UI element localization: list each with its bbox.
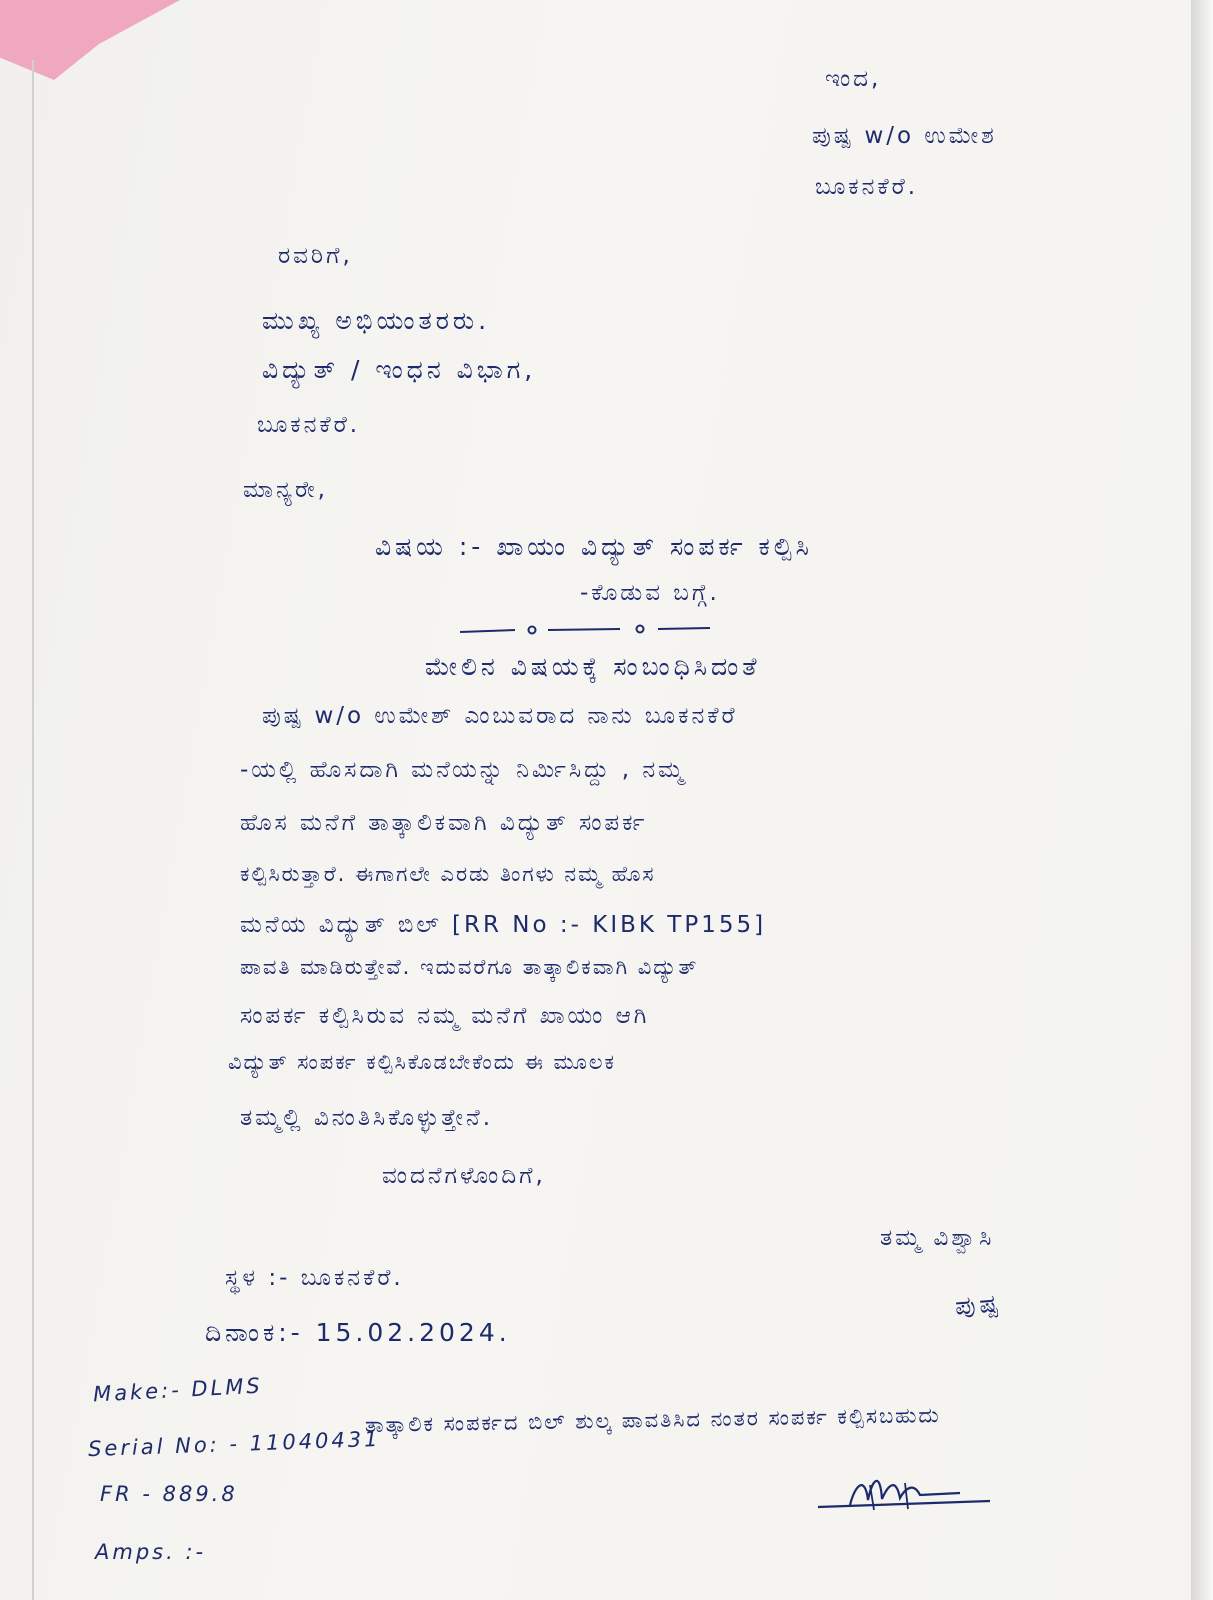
signoff-label: ತಮ್ಮ ವಿಶ್ವಾಸಿ: [880, 1225, 995, 1251]
from-label: ಇಂದ,: [825, 66, 882, 92]
official-remark: ತಾತ್ಕಾಲಿಕ ಸಂಪರ್ಕದ ಬಿಲ್ ಶುಲ್ಕ ಪಾವತಿಸಿದ ನಂತರ ಸಂಪರ್ಕ ಕಲ್ಪಿಸಬಹುದು: [364, 1402, 941, 1438]
body-line: ಮನೆಯ ವಿದ್ಯುತ್ ಬಿಲ್ [RR No :- KIBK TP155]: [240, 912, 767, 938]
body-line: ತಮ್ಮಲ್ಲಿ ವಿನಂತಿಸಿಕೊಳ್ಳುತ್ತೇನೆ.: [240, 1105, 494, 1131]
place-line: ಸ್ಥಳ :- ಬೂಕನಕೆರೆ.: [225, 1265, 404, 1291]
body-line: -ಯಲ್ಲಿ ಹೊಸದಾಗಿ ಮನೆಯನ್ನು ನಿರ್ಮಿಸಿದ್ದು , ನಮ್ಮ: [240, 757, 687, 783]
salutation: ಮಾನ್ಯರೇ,: [243, 477, 328, 503]
pink-paper-flap: [0, 0, 180, 80]
subject-line-1: ವಿಷಯ :- ಖಾಯಂ ವಿದ್ಯುತ್ ಸಂಪರ್ಕ ಕಲ್ಪಿಸಿ: [375, 532, 813, 561]
body-line: ಪುಷ್ಪ w/o ಉಮೇಶ್ ಎಂಬುವರಾದ ನಾನು ಬೂಕನಕೆರೆ: [262, 703, 738, 729]
body-line: ಹೊಸ ಮನೆಗೆ ತಾತ್ಕಾಲಿಕವಾಗಿ ವಿದ್ಯುತ್ ಸಂಪರ್ಕ: [240, 810, 648, 836]
recipient-place: ಬೂಕನಕೆರೆ.: [257, 412, 361, 438]
sender-place: ಬೂಕನಕೆರೆ.: [815, 174, 919, 200]
closing: ವಂದನೆಗಳೊಂದಿಗೆ,: [382, 1163, 546, 1189]
meter-make: Make:- DLMS: [92, 1373, 264, 1407]
to-label: ರವರಿಗೆ,: [278, 243, 353, 269]
date-line: ದಿನಾಂಕ:- 15.02.2024.: [205, 1318, 511, 1347]
body-line: ಕಲ್ಪಿಸಿರುತ್ತಾರೆ. ಈಗಾಗಲೇ ಎರಡು ತಿಂಗಳು ನಮ್ಮ ಹೊಸ: [240, 862, 656, 886]
ornamental-divider: [460, 620, 720, 640]
meter-amps: Amps. :-: [95, 1540, 207, 1564]
recipient-department: ವಿದ್ಯುತ್ / ಇಂಧನ ವಿಭಾಗ,: [262, 355, 537, 384]
recipient-title: ಮುಖ್ಯ ಅಭಿಯಂತರರು.: [262, 306, 491, 335]
meter-serial: Serial No: - 11040431: [87, 1426, 381, 1462]
margin-line: [32, 60, 34, 1600]
body-line: ಪಾವತಿ ಮಾಡಿರುತ್ತೇವೆ. ಇದುವರೆಗೂ ತಾತ್ಕಾಲಿಕವಾಗಿ ವಿದ್ಯುತ್: [240, 955, 699, 979]
page-edge-shadow: [1191, 0, 1213, 1600]
meter-fr-reading: FR - 889.8: [100, 1482, 238, 1506]
sender-name: ಪುಷ್ಪ w/o ಉಮೇಶ: [812, 123, 997, 149]
body-line: ಸಂಪರ್ಕ ಕಲ್ಪಿಸಿರುವ ನಮ್ಮ ಮನೆಗೆ ಖಾಯಂ ಆಗಿ: [240, 1003, 650, 1029]
official-signature: [810, 1465, 1000, 1525]
body-line: ಮೇಲಿನ ವಿಷಯಕ್ಕೆ ಸಂಬಂಧಿಸಿದಂತೆ: [425, 652, 761, 681]
subject-line-2: -ಕೊಡುವ ಬಗ್ಗೆ.: [580, 580, 720, 606]
body-line: ವಿದ್ಯುತ್ ಸಂಪರ್ಕ ಕಲ್ಪಿಸಿಕೊಡಬೇಕೆಂದು ಈ ಮೂಲಕ: [228, 1050, 616, 1074]
sender-signature: ಪುಷ್ಪ: [954, 1288, 1004, 1321]
